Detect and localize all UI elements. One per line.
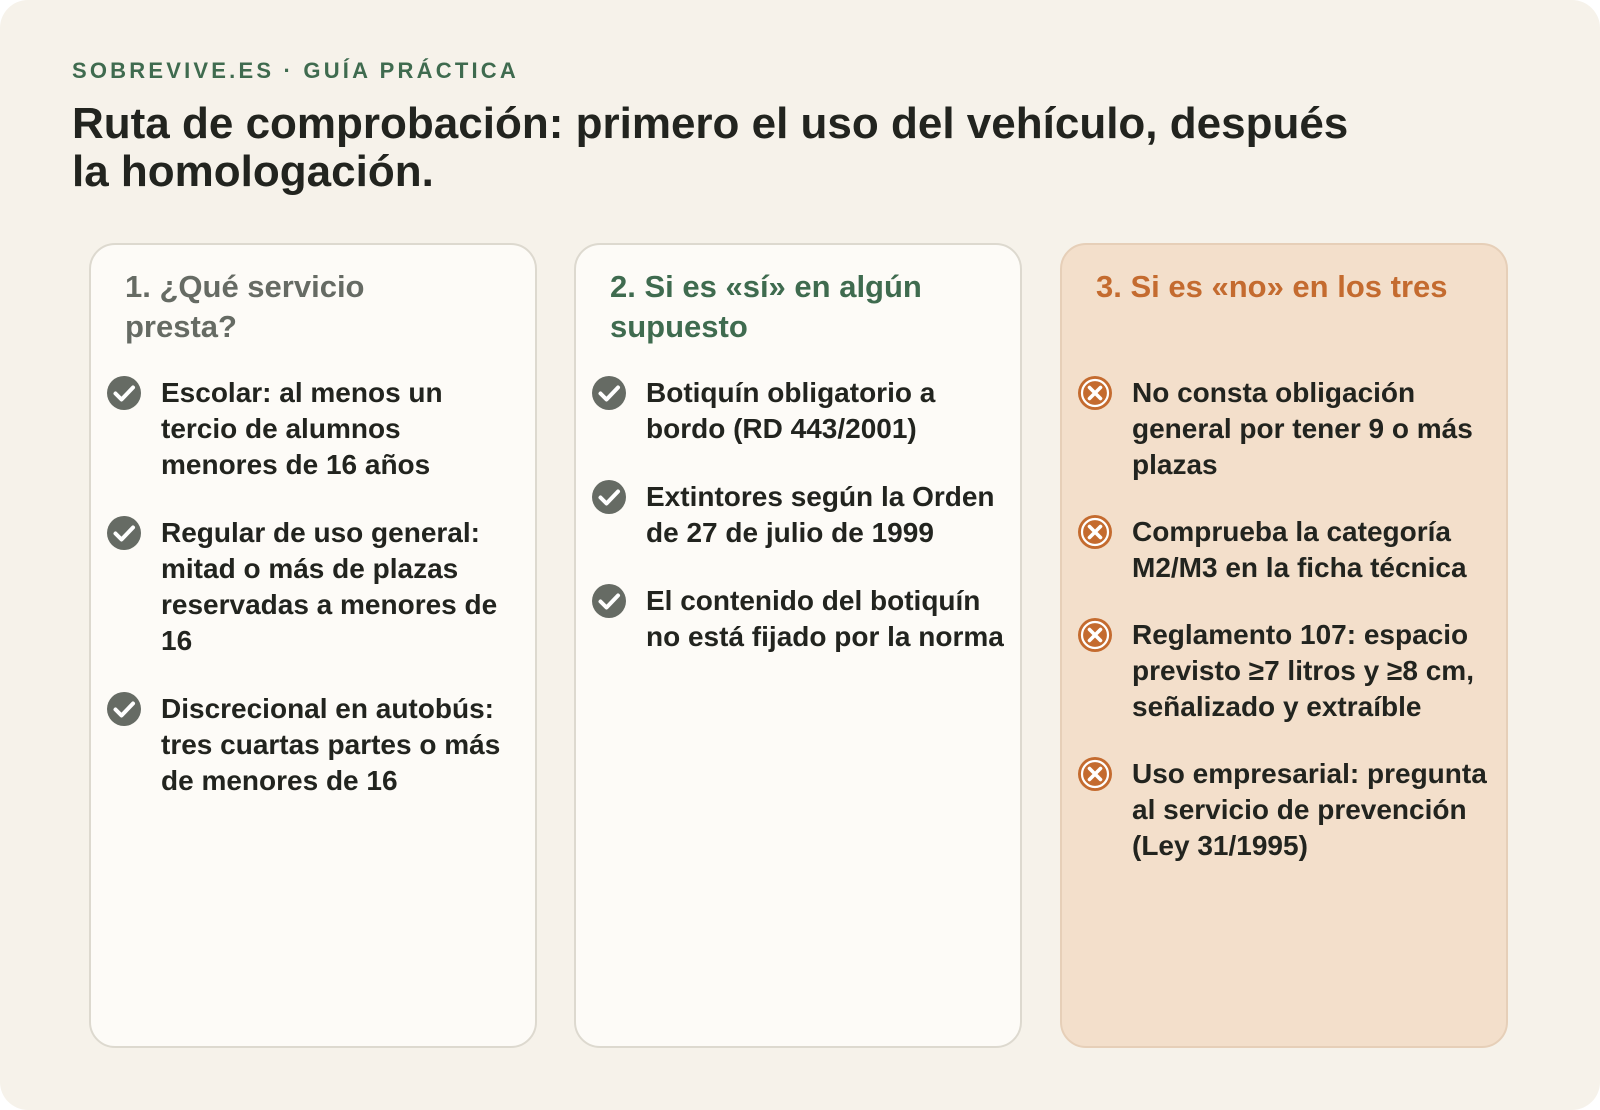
page-title: Ruta de comprobación: primero el uso del vehículo, después la homologación. — [72, 99, 1349, 196]
list-item-text: Regular de uso general: mitad o más de plazas reservadas a menores de 16 — [161, 517, 498, 656]
check-circle-icon — [106, 515, 142, 551]
list-item — [591, 479, 1006, 551]
check-circle-icon — [591, 583, 627, 619]
list-item-text: Escolar: al menos un tercio de alumnos menores de 16 años — [161, 377, 443, 480]
list-item-text: Comprueba la categoría M2/M3 en la ficha técnica — [1132, 516, 1467, 583]
list-item-text: No consta obligación general por tener 9 o más plazas — [1132, 377, 1473, 480]
check-circle-icon — [106, 691, 142, 727]
list-item-text: Discrecional en autobús: tres cuartas partes o más de menores de 16 — [161, 693, 501, 796]
column-list — [106, 375, 521, 831]
check-circle-icon — [106, 375, 142, 411]
list-item — [106, 515, 521, 659]
site-kicker: SOBREVIVE.ES · GUÍA PRÁCTICA — [72, 58, 519, 83]
list-item — [1077, 617, 1492, 725]
list-item — [1077, 756, 1492, 864]
list-item — [1077, 375, 1492, 483]
column-title: 1. ¿Qué servicio presta? — [125, 269, 365, 344]
column-card-yes — [574, 243, 1022, 1048]
column-list — [591, 375, 1006, 687]
column-card-no — [1060, 243, 1508, 1048]
list-item-text: Botiquín obligatorio a bordo (RD 443/2001) — [646, 377, 936, 444]
list-item — [591, 375, 1006, 447]
column-title: 3. Si es «no» en los tres — [1096, 269, 1448, 304]
x-circle-icon — [1077, 756, 1113, 792]
column-list — [1077, 375, 1492, 895]
list-item — [106, 691, 521, 799]
list-item-text: Extintores según la Orden de 27 de julio de 1999 — [646, 481, 995, 548]
list-item — [591, 583, 1006, 655]
column-card-service — [89, 243, 537, 1048]
x-circle-icon — [1077, 514, 1113, 550]
x-circle-icon — [1077, 375, 1113, 411]
list-item-text: Uso empresarial: pregunta al servicio de prevención (Ley 31/1995) — [1132, 758, 1487, 861]
list-item — [1077, 514, 1492, 586]
check-circle-icon — [591, 479, 627, 515]
list-item-text: El contenido del botiquín no está fijado por la norma — [646, 585, 1004, 652]
check-circle-icon — [591, 375, 627, 411]
x-circle-icon — [1077, 617, 1113, 653]
column-title: 2. Si es «sí» en algún supuesto — [610, 269, 922, 344]
list-item-text: Reglamento 107: espacio previsto ≥7 litros y ≥8 cm, señalizado y extraíble — [1132, 619, 1474, 722]
list-item — [106, 375, 521, 483]
